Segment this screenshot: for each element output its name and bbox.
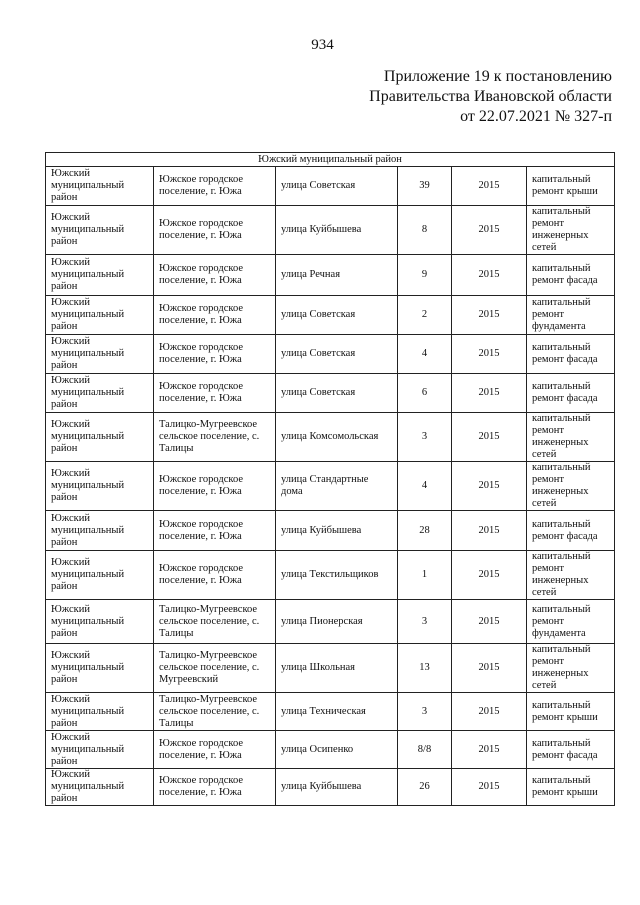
- year-cell: 2015: [452, 693, 527, 731]
- house-number-cell: 4: [398, 335, 452, 374]
- table-row: [46, 511, 615, 551]
- year-cell: 2015: [452, 413, 527, 462]
- street-cell: улица Куйбышева: [276, 206, 398, 255]
- year-cell: 2015: [452, 374, 527, 413]
- work-type-cell: капитальный ремонт крыши: [527, 693, 615, 731]
- work-type-cell: капитальный ремонт инженерных сетей: [527, 206, 615, 255]
- table-row: [46, 693, 615, 731]
- year-cell: 2015: [452, 551, 527, 600]
- settlement-cell: Южское городское поселение, г. Южа: [154, 167, 276, 206]
- work-type-cell: капитальный ремонт инженерных сетей: [527, 413, 615, 462]
- settlement-cell: Южское городское поселение, г. Южа: [154, 462, 276, 511]
- year-cell: 2015: [452, 255, 527, 296]
- table-row: [46, 644, 615, 693]
- house-number-cell: 4: [398, 462, 452, 511]
- settlement-cell: Южское городское поселение, г. Южа: [154, 731, 276, 769]
- year-cell: 2015: [452, 335, 527, 374]
- house-number-cell: 9: [398, 255, 452, 296]
- street-cell: улица Советская: [276, 335, 398, 374]
- street-cell: улица Школьная: [276, 644, 398, 693]
- table-row: [46, 167, 615, 206]
- table-row: [46, 462, 615, 511]
- district-cell: Южский муниципальный район: [46, 413, 154, 462]
- appendix-header: [369, 67, 612, 127]
- work-type-cell: капитальный ремонт фасада: [527, 731, 615, 769]
- house-number-cell: 3: [398, 693, 452, 731]
- table-row: [46, 769, 615, 806]
- house-number-cell: 8: [398, 206, 452, 255]
- street-cell: улица Советская: [276, 374, 398, 413]
- district-cell: Южский муниципальный район: [46, 206, 154, 255]
- settlement-cell: Талицко-Мугреевское сельское поселение, с. Талицы: [154, 693, 276, 731]
- district-cell: Южский муниципальный район: [46, 769, 154, 806]
- settlement-cell: Южское городское поселение, г. Южа: [154, 296, 276, 335]
- house-number-cell: 13: [398, 644, 452, 693]
- year-cell: 2015: [452, 731, 527, 769]
- table-row: [46, 335, 615, 374]
- street-cell: улица Техническая: [276, 693, 398, 731]
- house-number-cell: 8/8: [398, 731, 452, 769]
- house-number-cell: 39: [398, 167, 452, 206]
- settlement-cell: Южское городское поселение, г. Южа: [154, 335, 276, 374]
- street-cell: улица Речная: [276, 255, 398, 296]
- year-cell: 2015: [452, 206, 527, 255]
- district-cell: Южский муниципальный район: [46, 335, 154, 374]
- work-type-cell: капитальный ремонт инженерных сетей: [527, 462, 615, 511]
- district-cell: Южский муниципальный район: [46, 551, 154, 600]
- street-cell: улица Пионерская: [276, 600, 398, 644]
- street-cell: улица Осипенко: [276, 731, 398, 769]
- work-type-cell: капитальный ремонт фасада: [527, 511, 615, 551]
- house-number-cell: 3: [398, 413, 452, 462]
- table-row: [46, 255, 615, 296]
- district-cell: Южский муниципальный район: [46, 296, 154, 335]
- street-cell: улица Стандартные дома: [276, 462, 398, 511]
- work-type-cell: капитальный ремонт инженерных сетей: [527, 551, 615, 600]
- table-row: [46, 413, 615, 462]
- appendix-line: Правительства Ивановской области: [369, 88, 612, 105]
- appendix-line: от 22.07.2021 № 327-п: [460, 108, 612, 125]
- work-type-cell: капитальный ремонт фундамента: [527, 296, 615, 335]
- street-cell: улица Куйбышева: [276, 511, 398, 551]
- table-row: [46, 600, 615, 644]
- district-cell: Южский муниципальный район: [46, 693, 154, 731]
- year-cell: 2015: [452, 296, 527, 335]
- house-number-cell: 3: [398, 600, 452, 644]
- work-type-cell: капитальный ремонт инженерных сетей: [527, 644, 615, 693]
- settlement-cell: Южское городское поселение, г. Южа: [154, 769, 276, 806]
- district-cell: Южский муниципальный район: [46, 374, 154, 413]
- district-cell: Южский муниципальный район: [46, 731, 154, 769]
- year-cell: 2015: [452, 462, 527, 511]
- house-number-cell: 1: [398, 551, 452, 600]
- district-cell: Южский муниципальный район: [46, 255, 154, 296]
- section-header-row: [46, 153, 615, 167]
- house-number-cell: 28: [398, 511, 452, 551]
- house-number-cell: 2: [398, 296, 452, 335]
- settlement-cell: Южское городское поселение, г. Южа: [154, 511, 276, 551]
- street-cell: улица Советская: [276, 296, 398, 335]
- page-number: 934: [311, 37, 334, 53]
- year-cell: 2015: [452, 644, 527, 693]
- table-row: [46, 374, 615, 413]
- section-title: Южский муниципальный район: [46, 153, 615, 167]
- year-cell: 2015: [452, 600, 527, 644]
- settlement-cell: Талицко-Мугреевское сельское поселение, с. Мугреевский: [154, 644, 276, 693]
- work-type-cell: капитальный ремонт фасада: [527, 255, 615, 296]
- house-number-cell: 26: [398, 769, 452, 806]
- table-row: [46, 551, 615, 600]
- appendix-line: Приложение 19 к постановлению: [383, 68, 612, 85]
- district-cell: Южский муниципальный район: [46, 600, 154, 644]
- district-cell: Южский муниципальный район: [46, 511, 154, 551]
- table-row: [46, 296, 615, 335]
- work-type-cell: капитальный ремонт крыши: [527, 167, 615, 206]
- street-cell: улица Комсомольская: [276, 413, 398, 462]
- district-cell: Южский муниципальный район: [46, 462, 154, 511]
- settlement-cell: Талицко-Мугреевское сельское поселение, с. Талицы: [154, 413, 276, 462]
- table-row: [46, 731, 615, 769]
- settlement-cell: Южское городское поселение, г. Южа: [154, 551, 276, 600]
- settlement-cell: Южское городское поселение, г. Южа: [154, 255, 276, 296]
- year-cell: 2015: [452, 511, 527, 551]
- house-number-cell: 6: [398, 374, 452, 413]
- work-type-cell: капитальный ремонт фундамента: [527, 600, 615, 644]
- street-cell: улица Советская: [276, 167, 398, 206]
- year-cell: 2015: [452, 769, 527, 806]
- objects-table: [45, 152, 615, 806]
- year-cell: 2015: [452, 167, 527, 206]
- district-cell: Южский муниципальный район: [46, 167, 154, 206]
- settlement-cell: Талицко-Мугреевское сельское поселение, с. Талицы: [154, 600, 276, 644]
- settlement-cell: Южское городское поселение, г. Южа: [154, 374, 276, 413]
- street-cell: улица Текстильщиков: [276, 551, 398, 600]
- settlement-cell: Южское городское поселение, г. Южа: [154, 206, 276, 255]
- table-row: [46, 206, 615, 255]
- work-type-cell: капитальный ремонт фасада: [527, 374, 615, 413]
- district-cell: Южский муниципальный район: [46, 644, 154, 693]
- work-type-cell: капитальный ремонт крыши: [527, 769, 615, 806]
- work-type-cell: капитальный ремонт фасада: [527, 335, 615, 374]
- street-cell: улица Куйбышева: [276, 769, 398, 806]
